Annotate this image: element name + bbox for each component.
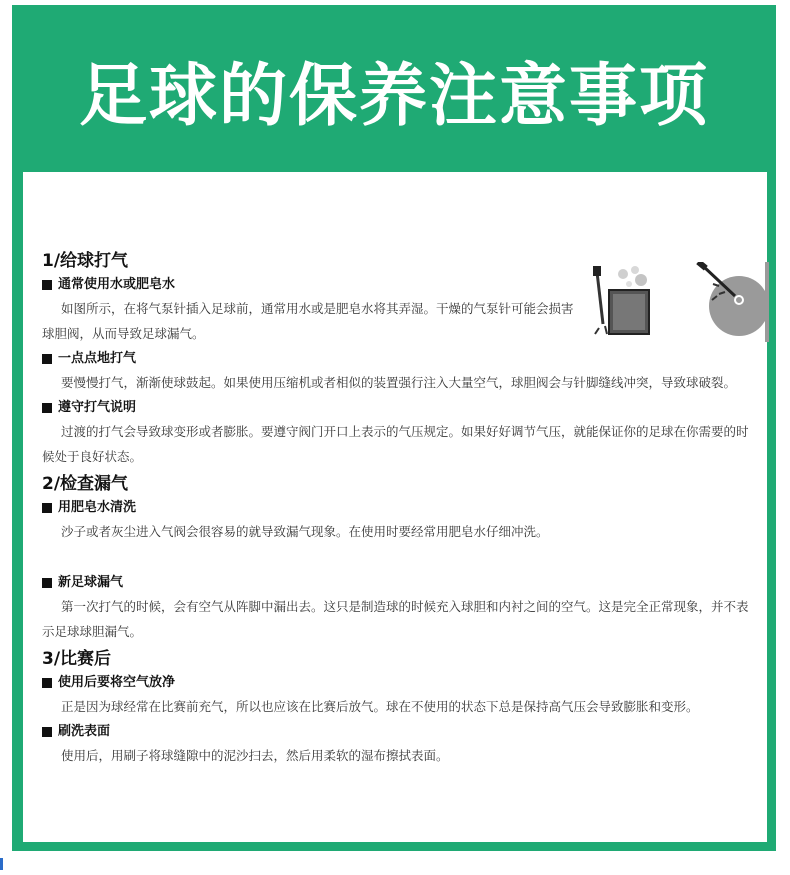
paragraph: 正是因为球经常在比赛前充气，所以也应该在比赛后放气。球在不使用的状态下总是保持高气压会导致膨胀和变形。 <box>61 699 699 714</box>
sub-heading <box>42 672 758 694</box>
paragraph: 使用后，用刷子将球缝隙中的泥沙扫去，然后用柔软的湿布擦拭表面。 <box>61 748 449 763</box>
bullet-square-icon <box>42 727 52 737</box>
sub-heading <box>42 274 758 296</box>
paragraph: 要慢慢打气，渐渐使球鼓起。如果使用压缩机或者相似的装置强行注入大量空气，球胆阀会与针脚缝线冲突，导致球破裂。 <box>61 375 737 390</box>
bullet-square-icon <box>42 403 52 413</box>
sub-heading-label: 新足球漏气 <box>58 575 124 590</box>
sub-heading-label: 通常使用水或肥皂水 <box>58 277 176 292</box>
sub-heading-label: 遵守打气说明 <box>58 400 137 415</box>
sub-heading <box>42 572 758 594</box>
sub-heading-label: 用肥皂水清洗 <box>58 500 137 515</box>
sub-heading-label: 使用后要将空气放净 <box>58 675 176 690</box>
section-heading: 1/给球打气 <box>42 251 129 271</box>
paragraph: 过渡的打气会导致球变形或者膨胀。要遵守阀门开口上表示的气压规定。如果好好调节气压，就能保证你的足球在你需要的时候处于良好状态。 <box>42 424 749 464</box>
green-frame <box>12 5 776 851</box>
sub-heading <box>42 497 758 519</box>
sub-heading <box>42 348 758 370</box>
section-heading: 2/检查漏气 <box>42 474 129 494</box>
section-heading: 3/比赛后 <box>42 649 112 669</box>
edge-marker <box>0 858 3 870</box>
page-title: 足球的保养注意事项 <box>78 57 709 136</box>
spacer <box>42 546 758 572</box>
sub-heading-label: 刷洗表面 <box>58 724 111 739</box>
article-body <box>42 246 758 770</box>
paragraph: 沙子或者灰尘进入气阀会很容易的就导致漏气现象。在使用时要经常用肥皂水仔细冲洗。 <box>61 524 549 539</box>
bullet-square-icon <box>42 678 52 688</box>
content-panel <box>23 172 767 842</box>
bullet-square-icon <box>42 354 52 364</box>
bullet-square-icon <box>42 503 52 513</box>
sub-heading <box>42 721 758 743</box>
sub-heading <box>42 397 758 419</box>
bullet-square-icon <box>42 280 52 290</box>
bullet-square-icon <box>42 578 52 588</box>
paragraph: 如图所示，在将气泵针插入足球前，通常用水或是肥皂水将其弄湿。干燥的气泵针可能会损害球胆阀，从而导致足球漏气。 <box>42 301 574 341</box>
sub-heading-label: 一点点地打气 <box>58 351 137 366</box>
paragraph: 第一次打气的时候，会有空气从阵脚中漏出去。这只是制造球的时候充入球胆和内衬之间的空气。这是完全正常现象，并不表示足球球胆漏气。 <box>42 599 749 639</box>
